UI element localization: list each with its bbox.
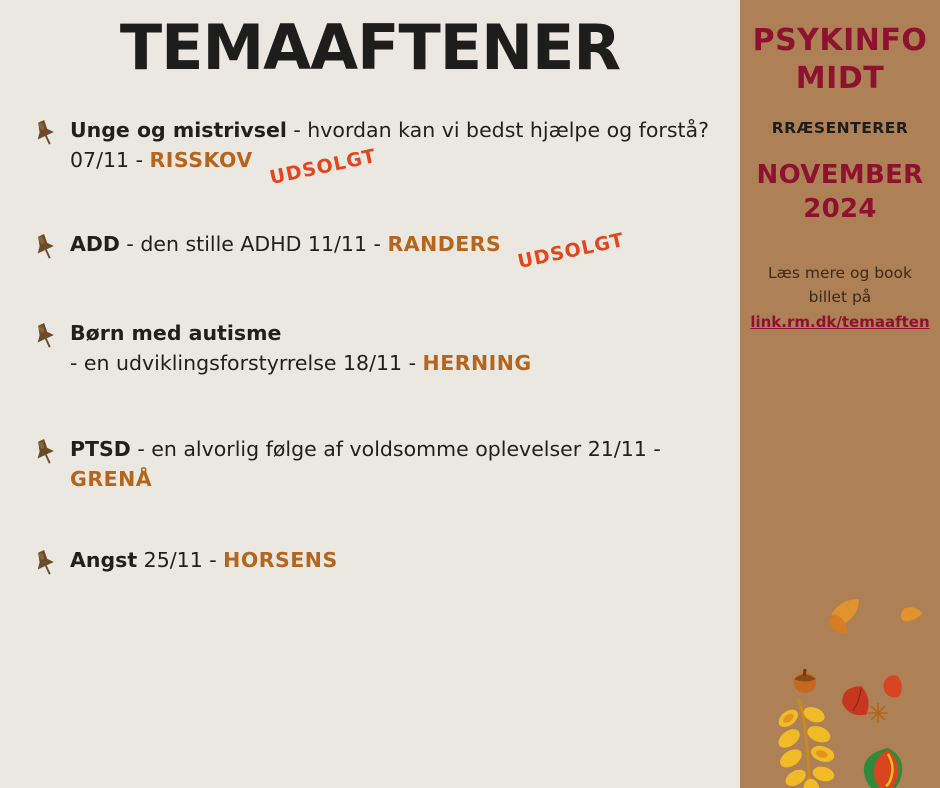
booking-link[interactable]: link.rm.dk/temaaften — [750, 312, 930, 331]
event-title: PTSD — [70, 436, 131, 461]
event-title: Angst — [70, 548, 138, 573]
pushpin-icon — [30, 321, 60, 351]
event-text — [70, 546, 740, 576]
page-title: TEMAAFTENER — [119, 11, 621, 84]
pushpin-icon — [30, 548, 60, 578]
status-badge: UDSOLGT — [267, 144, 379, 189]
year-label: 2024 — [803, 193, 877, 224]
sidebar — [740, 0, 940, 788]
event-text — [70, 228, 740, 273]
event-city: GRENÅ — [70, 466, 153, 491]
pushpin-icon — [30, 232, 60, 262]
pushpin-icon — [30, 118, 60, 148]
list-item — [24, 435, 740, 494]
brand-name — [740, 22, 940, 97]
presents-label: RRÆSENTERER — [771, 119, 909, 137]
status-badge: UDSOLGT — [516, 228, 627, 273]
event-city: HERNING — [422, 351, 532, 376]
booking-line-2: billet på — [808, 287, 872, 306]
event-title: Unge og mistrivsel — [70, 118, 287, 143]
brand-line-2: MIDT — [795, 60, 885, 96]
event-description: - en udviklingsforstyrrelse 18/11 - — [70, 351, 423, 376]
event-city: RANDERS — [387, 231, 502, 256]
event-description: - en alvorlig følge af voldsomme oplevelser 21/11 - — [130, 436, 661, 461]
event-title: ADD — [70, 231, 120, 256]
event-title: Børn med autisme — [70, 321, 282, 346]
pushpin-icon — [30, 437, 60, 467]
list-item — [24, 228, 740, 273]
booking-info — [740, 261, 940, 334]
event-text — [70, 435, 740, 494]
brand-line-1: PSYKINFO — [752, 23, 928, 58]
event-description: - den stille ADHD 11/11 - — [119, 231, 388, 256]
list-item — [24, 546, 740, 576]
list-item — [24, 116, 740, 189]
booking-line-1: Læs mere og book — [767, 263, 913, 282]
event-description: - hvordan kan vi bedst hjælpe og forstå? 07/11 - — [70, 118, 709, 172]
event-text — [70, 319, 740, 378]
month-label: NOVEMBER — [756, 160, 924, 190]
event-list — [0, 116, 740, 576]
event-city: HORSENS — [223, 548, 338, 573]
event-city: RISSKOV — [149, 147, 253, 172]
event-text — [70, 116, 740, 189]
date-block — [740, 159, 940, 227]
list-item — [24, 319, 740, 378]
autumn-leaves-decoration — [740, 458, 940, 788]
event-description: 25/11 - — [137, 548, 224, 573]
